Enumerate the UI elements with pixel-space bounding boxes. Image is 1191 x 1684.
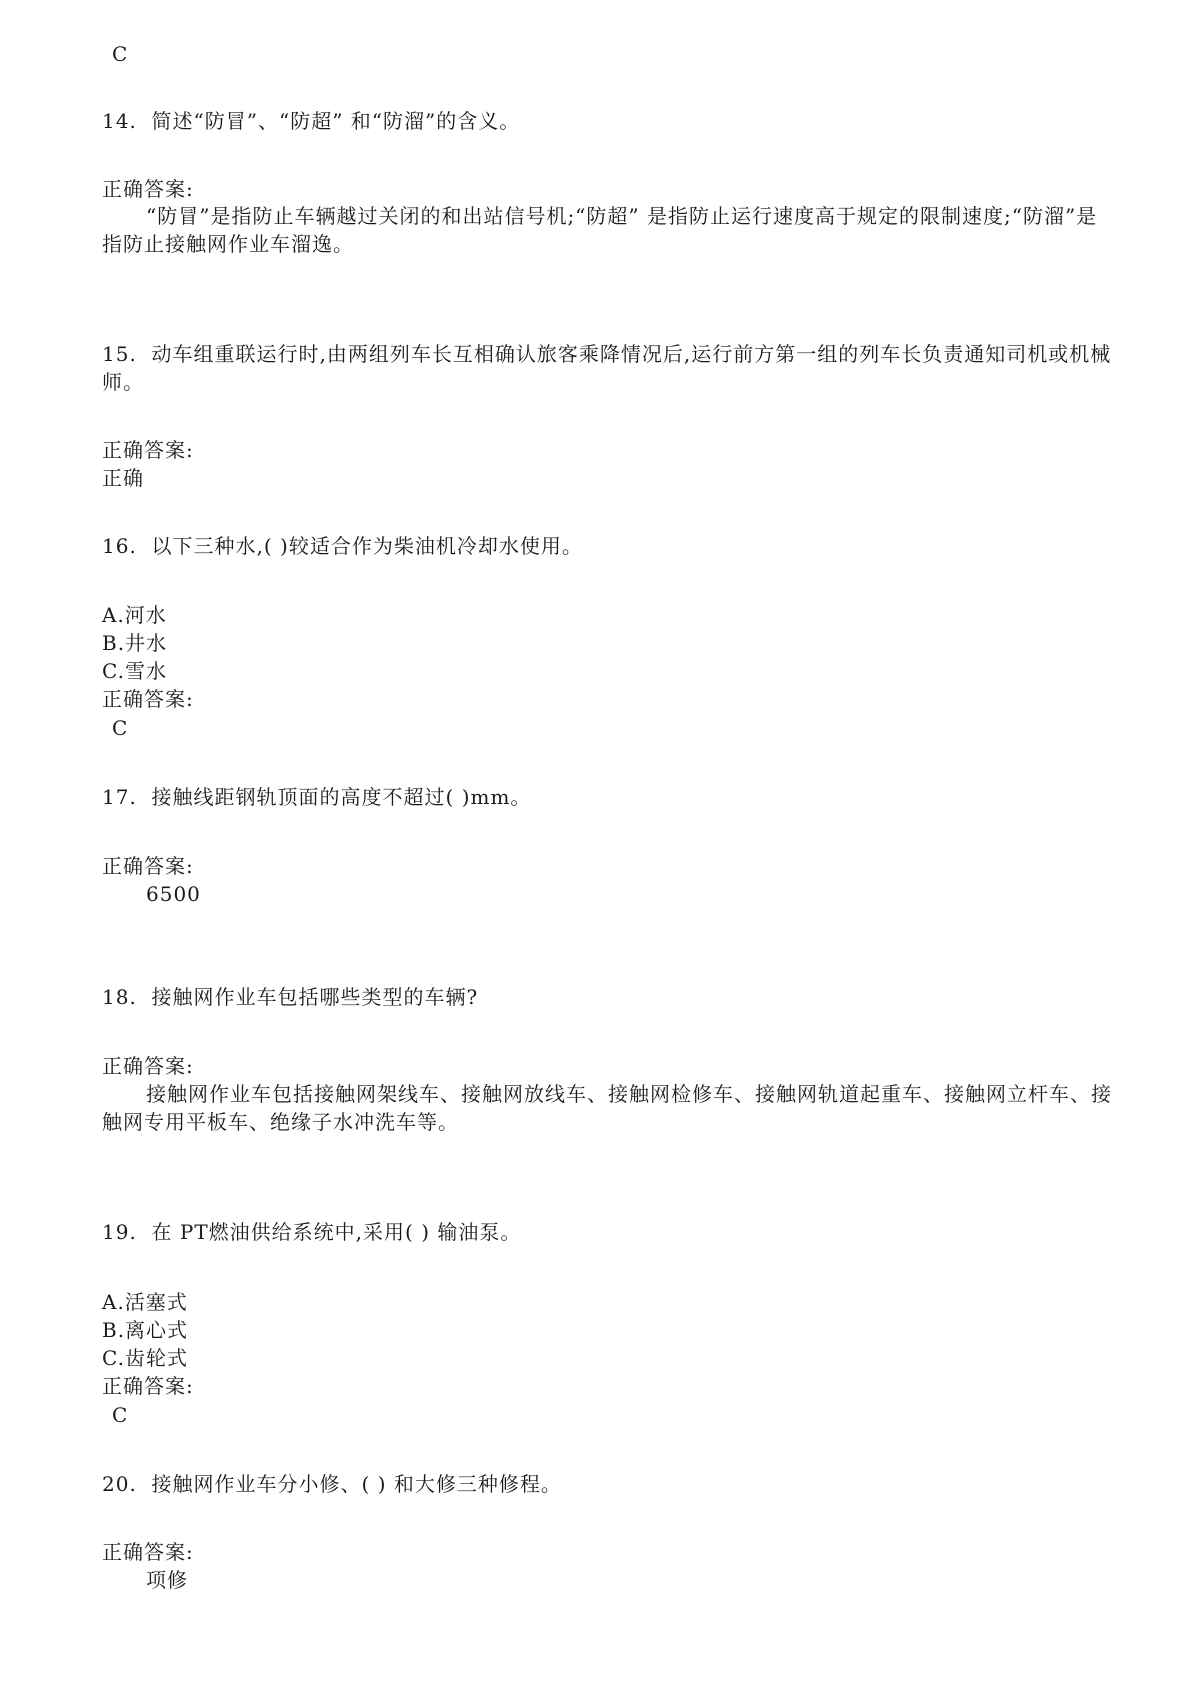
answer-label: 正确答案: bbox=[102, 1540, 194, 1564]
question-14 bbox=[102, 107, 520, 135]
question-text: 接触网作业车分小修、( ) 和大修三种修程。 bbox=[151, 1472, 562, 1496]
question-text: 接触网作业车包括哪些类型的车辆? bbox=[151, 985, 479, 1009]
question-text: 动车组重联运行时,由两组列车长互相确认旅客乘降情况后,运行前方第一组的列车长负责通知司机或机械师。 bbox=[102, 342, 1112, 394]
question-text: 简述“防冒”、“防超” 和“防溜”的含义。 bbox=[151, 109, 521, 133]
option-a: A.活塞式 bbox=[102, 1290, 188, 1314]
question-19 bbox=[102, 1218, 521, 1246]
answer-value: C bbox=[112, 1403, 129, 1427]
option-b: B.离心式 bbox=[102, 1318, 189, 1342]
answer-value: 正确 bbox=[102, 466, 144, 490]
question-17 bbox=[102, 783, 531, 811]
option-c: C.齿轮式 bbox=[102, 1346, 188, 1370]
answer-label: 正确答案: bbox=[102, 177, 194, 201]
answer-text: 接触网作业车包括接触网架线车、接触网放线车、接触网检修车、接触网轨道起重车、接触网立杆车、接触网专用平板车、绝缘子水冲洗车等。 bbox=[102, 1082, 1112, 1134]
answer-value: 6500 bbox=[146, 882, 201, 906]
question-number: 15. bbox=[102, 342, 137, 366]
question-number: 19. bbox=[102, 1220, 137, 1244]
answer-label: 正确答案: bbox=[102, 1374, 194, 1398]
prev-answer-value: C bbox=[112, 42, 129, 66]
answer-label: 正确答案: bbox=[102, 1054, 194, 1078]
question-15 bbox=[102, 340, 1112, 396]
question-text: 接触线距钢轨顶面的高度不超过( )mm。 bbox=[151, 785, 532, 809]
answer-text: “防冒”是指防止车辆越过关闭的和出站信号机;“防超” 是指防止运行速度高于规定的限制速度;“防溜”是指防止接触网作业车溜逸。 bbox=[102, 204, 1098, 256]
option-a: A.河水 bbox=[102, 603, 167, 627]
question-text: 以下三种水,( )较适合作为柴油机冷却水使用。 bbox=[151, 534, 583, 558]
question-number: 16. bbox=[102, 534, 137, 558]
question-number: 20. bbox=[102, 1472, 137, 1496]
question-number: 17. bbox=[102, 785, 137, 809]
question-16 bbox=[102, 532, 583, 560]
question-20 bbox=[102, 1470, 562, 1498]
answer-label: 正确答案: bbox=[102, 438, 194, 462]
question-number: 14. bbox=[102, 109, 137, 133]
option-c: C.雪水 bbox=[102, 659, 167, 683]
question-number: 18. bbox=[102, 985, 137, 1009]
question-text: 在 PT燃油供给系统中,采用( ) 输油泵。 bbox=[151, 1220, 522, 1244]
option-b: B.井水 bbox=[102, 631, 168, 655]
answer-value: C bbox=[112, 716, 129, 740]
answer-label: 正确答案: bbox=[102, 687, 194, 711]
answer-label: 正确答案: bbox=[102, 854, 194, 878]
question-18 bbox=[102, 983, 478, 1011]
answer-value: 项修 bbox=[146, 1568, 188, 1592]
